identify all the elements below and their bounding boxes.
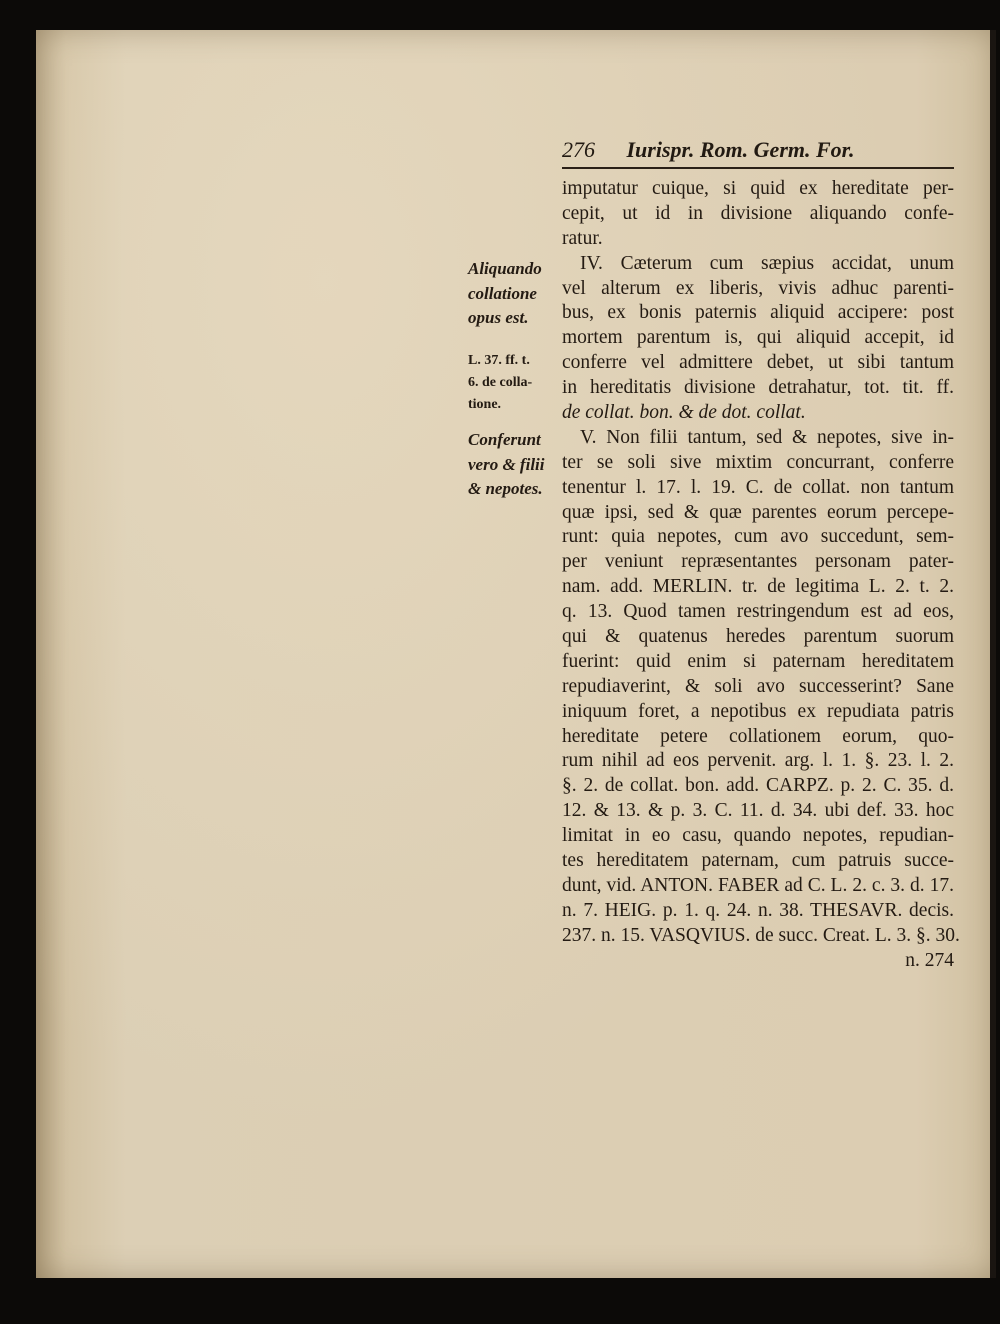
margin-note-line: Aliquando bbox=[468, 259, 542, 278]
text-line: cepit, ut id in divisione aliquando confe- bbox=[562, 202, 954, 224]
text-line: per veniunt repræsentantes personam pater- bbox=[562, 551, 954, 573]
margin-note-line: L. 37. ff. t. bbox=[468, 353, 530, 368]
page-number: 276 bbox=[562, 137, 595, 162]
text-line: dunt, vid. ANTON. FABER ad C. L. 2. c. 3. d. 17. bbox=[562, 874, 954, 896]
catchword: n. 274 bbox=[905, 949, 954, 971]
text-line: imputatur cuique, si quid ex hereditate per- bbox=[562, 178, 954, 199]
text-line: hereditate petere collationem eorum, quo- bbox=[562, 725, 954, 747]
text-line: rum nihil ad eos pervenit. arg. l. 1. §. 23. l. 2. bbox=[562, 750, 954, 772]
text-line: §. 2. de collat. bon. add. CARPZ. p. 2. C. 35. d. bbox=[562, 775, 954, 797]
margin-note-line: vero & filii bbox=[468, 454, 545, 474]
text-line: limitat in eo casu, quando nepotes, repudian- bbox=[562, 825, 954, 847]
text-line: tenentur l. 17. l. 19. C. de collat. non tantum bbox=[562, 476, 954, 498]
text-line: runt: quia nepotes, cum avo succedunt, sem- bbox=[562, 526, 954, 548]
text-line: ratur. bbox=[562, 227, 603, 249]
text-line: quæ ipsi, sed & quæ parentes eorum percepe- bbox=[562, 501, 954, 523]
margin-note-line: & nepotes. bbox=[468, 479, 543, 498]
running-head: Iurispr. Rom. Germ. For. bbox=[626, 137, 855, 162]
text-line: vel alterum ex liberis, vivis adhuc parenti- bbox=[562, 277, 954, 299]
margin-note-line: tione. bbox=[468, 397, 502, 412]
text-line: de collat. bon. & de dot. collat. bbox=[562, 402, 806, 424]
paragraph-iv-start: IV. Cæterum cum sæpius accidat, unum bbox=[580, 252, 954, 274]
text-line: 237. n. 15. VASQVIUS. de succ. Creat. L. 3. §. 30. bbox=[562, 924, 960, 946]
margin-note-line: collatione bbox=[468, 283, 537, 303]
text-line: ter se soli sive mixtim concurrant, conferre bbox=[562, 451, 954, 473]
text-line: q. 13. Quod tamen restringendum est ad eos, bbox=[562, 601, 954, 623]
text-line: mortem parentum is, qui aliquid accepit, id bbox=[562, 327, 954, 349]
text-line: conferre vel admittere debet, ut sibi tantum bbox=[562, 352, 954, 374]
text-line: nam. add. MERLIN. tr. de legitima L. 2. t. 2. bbox=[562, 576, 954, 598]
margin-note-line: Conferunt bbox=[468, 430, 541, 449]
text-line: n. 7. HEIG. p. 1. q. 24. n. 38. THESAVR. decis. bbox=[562, 899, 954, 921]
text-line: fuerint: quid enim si paternam hereditatem bbox=[562, 650, 954, 672]
text-line: repudiaverint, & soli avo successerint? Sane bbox=[562, 675, 954, 697]
text-line: in hereditatis divisione detrahatur, tot. tit. ff. bbox=[562, 377, 954, 399]
page-header bbox=[562, 137, 954, 169]
margin-note-line: opus est. bbox=[468, 308, 529, 327]
body-text bbox=[562, 177, 960, 974]
page-edge bbox=[990, 30, 996, 1278]
text-line: tes hereditatem paternam, cum patruis succe- bbox=[562, 850, 954, 872]
margin-note-reference bbox=[468, 350, 560, 416]
paragraph-v-start: V. Non filii tantum, sed & nepotes, sive in- bbox=[580, 426, 954, 448]
margin-note-conferunt bbox=[468, 428, 560, 502]
text-line: qui & quatenus heredes parentum suorum bbox=[562, 626, 954, 648]
margin-note-aliquando bbox=[468, 257, 560, 331]
text-line: bus, ex bonis paternis aliquid accipere: post bbox=[562, 302, 954, 324]
margin-note-line: 6. de colla- bbox=[468, 375, 533, 390]
text-line: 12. & 13. & p. 3. C. 11. d. 34. ubi def. 33. hoc bbox=[562, 800, 954, 822]
text-line: iniquum foret, a nepotibus ex repudiata patris bbox=[562, 700, 954, 722]
